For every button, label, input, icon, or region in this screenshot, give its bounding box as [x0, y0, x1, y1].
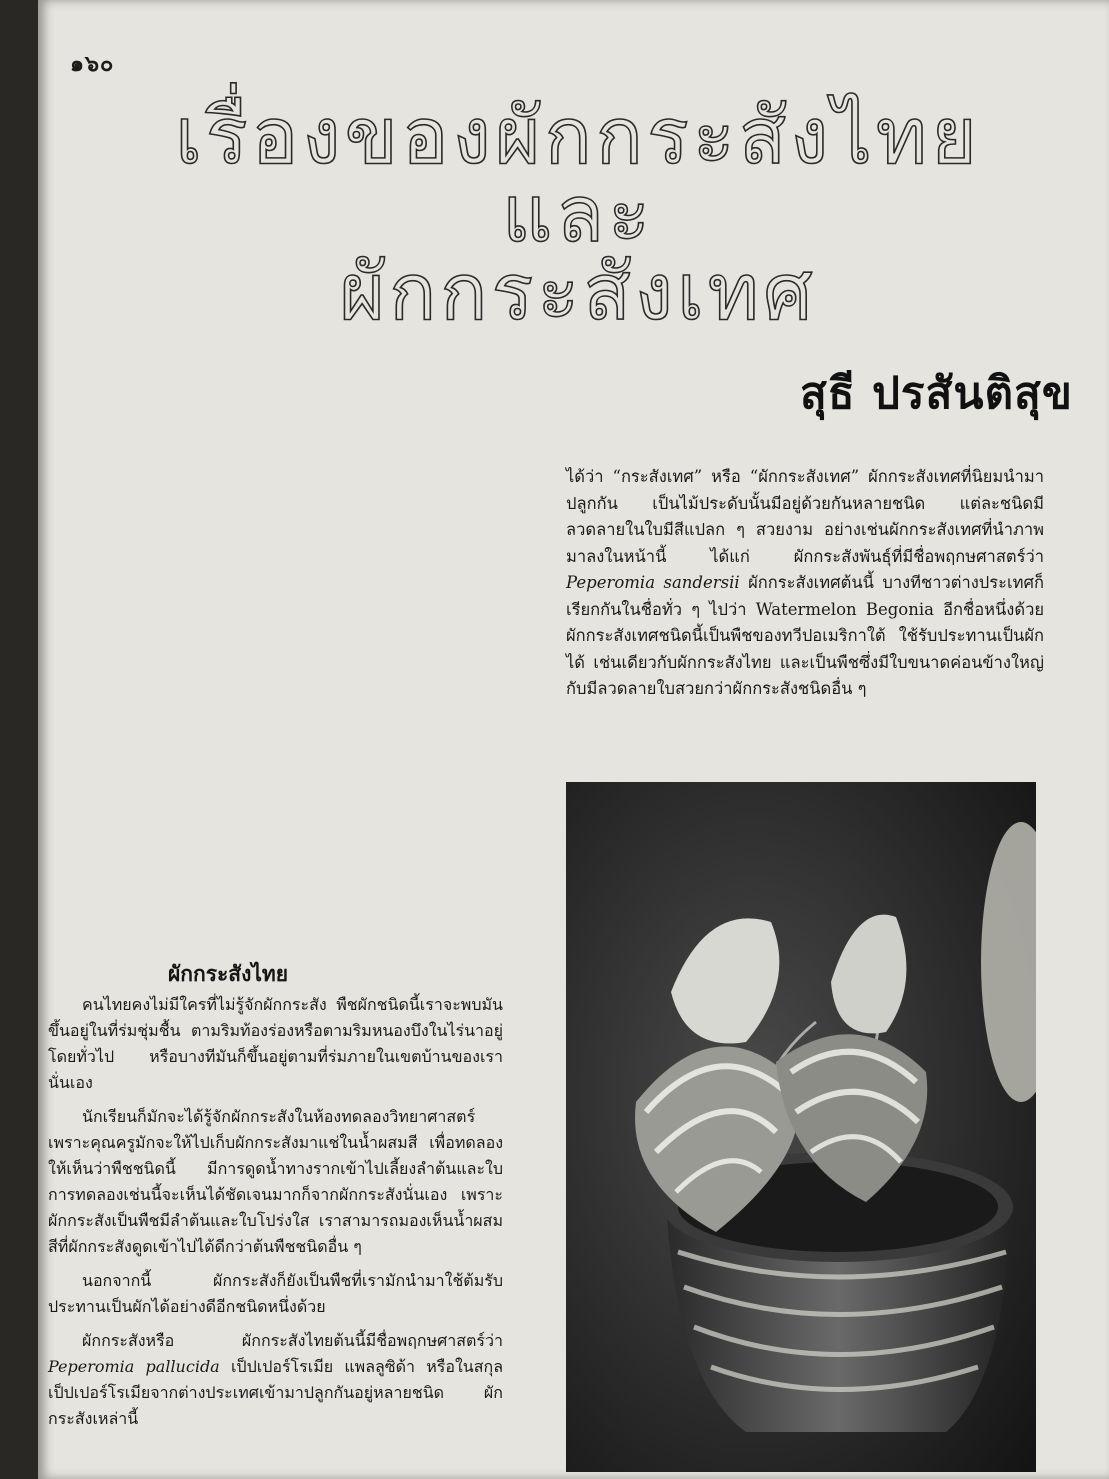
left-column-text [48, 992, 503, 1440]
page-number: ๑๖๐ [70, 52, 115, 77]
article-title [78, 92, 1078, 338]
left-paragraph-4-text-b: เป็ปเปอร์โรเมีย แพลลูซิด้า หรือในสกุล เป็ปเปอร์โรเมียจากต่างประเทศเข้ามาปลูกกันอยู่หลายชนิด ผักกระสังเหล่านี้ [48, 1357, 504, 1428]
left-paragraph-4 [48, 1328, 503, 1432]
left-paragraph-2: นักเรียนก็มักจะได้รู้จักผักกระสังในห้องทดลองวิทยาศาสตร์ เพราะคุณครูมักจะให้ไปเก็บผักกระสังมาแช่ในน้ำผสมสี เพื่อทดลองให้เห็นว่าพืชชนิดนี้ มีการดูดน้ำทางรากเข้าไปเลี้ยงลำต้นและใบ การทดลองเช่นนี้จะเห็นได้ชัดเจนมากก็จากผักกระสังนั่นเอง เพราะผักกระสังเป็นพืชมีลำต้นและใบโปร่งใส เราสามารถมองเห็นน้ำผสมสีที่ผักกระสังดูดเข้าไปได้ดีกว่าต้นพืชชนิดอื่น ๆ [48, 1107, 503, 1256]
scientific-name-pallucida: Peperomia pallucida [48, 1357, 220, 1376]
right-paragraph-1-text-b: ผักกระสังเทศต้นนี้ บางทีชาวต่างประเทศก็เรียกกันในชื่อทั่ว ๆ ไปว่า Watermelon Begonia อีกชื่อหนึ่งด้วย ผักกระสังเทศชนิดนี้เป็นพืชของทวีปอเมริกาใต้ ใช้รับประทานเป็นผักได้ เช่นเดียวกับผักกระสังไทย และเป็นพืชซึ่งมีใบขนาดค่อนข้างใหญ่กับมีลวดลายใบสวยกว่าผักกระสังชนิดอื่น ๆ [566, 573, 1044, 698]
left-paragraph-1: คนไทยคงไม่มีใครที่ไม่รู้จักผักกระสัง พืชผักชนิดนี้เราจะพบมันขึ้นอยู่ในที่ร่มชุ่มชื้น ตามริมท้องร่องหรือตามริมหนองบึงในไร่นาอยู่โดยทั่วไป หรือบางทีมันก็ขึ้นอยู่ตามที่ร่มภายในเขตบ้านของเรานั่นเอง [48, 995, 503, 1092]
left-paragraph-3: นอกจากนี้ ผักกระสังก็ยังเป็นพืชที่เรามักนำมาใช้ต้มรับประทานเป็นผักได้อย่างดีอีกชนิดหนึ่งด้วย [48, 1271, 503, 1316]
scientific-name-sandersii: Peperomia sandersii [566, 573, 740, 592]
plant-photo [566, 782, 1036, 1472]
title-line-2: และ [502, 170, 654, 260]
right-paragraph-1 [566, 464, 1044, 703]
title-line-1: เรื่องของผักกระสังไทย [175, 92, 981, 182]
right-column-text [566, 464, 1044, 703]
section-heading-thai-peperomia: ผักกระสังไทย [168, 961, 289, 986]
peperomia-pot-image [566, 782, 1036, 1472]
title-line-3: ผักกระสังเทศ [339, 248, 817, 338]
author-name: สุธี ปรสันติสุข [799, 368, 1073, 419]
left-paragraph-4-text-a: ผักกระสังหรือ ผักกระสังไทยต้นนี้มีชื่อพฤกษศาสตร์ว่า [82, 1331, 503, 1350]
right-paragraph-1-text-a: ได้ว่า “กระสังเทศ” หรือ “ผักกระสังเทศ” ผักกระสังเทศที่นิยมนำมาปลูกกัน เป็นไม้ประดับนั้นมีอยู่ด้วยกันหลายชนิด แต่ละชนิดมีลวดลายในใบมีสีแปลก ๆ สวยงาม อย่างเช่นผักกระสังเทศที่นำภาพมาลงในหน้านี้ ได้แก่ ผักกระสังพันธุ์ที่มีชื่อพฤกษศาสตร์ว่า [566, 467, 1044, 566]
magazine-page [38, 0, 1109, 1479]
